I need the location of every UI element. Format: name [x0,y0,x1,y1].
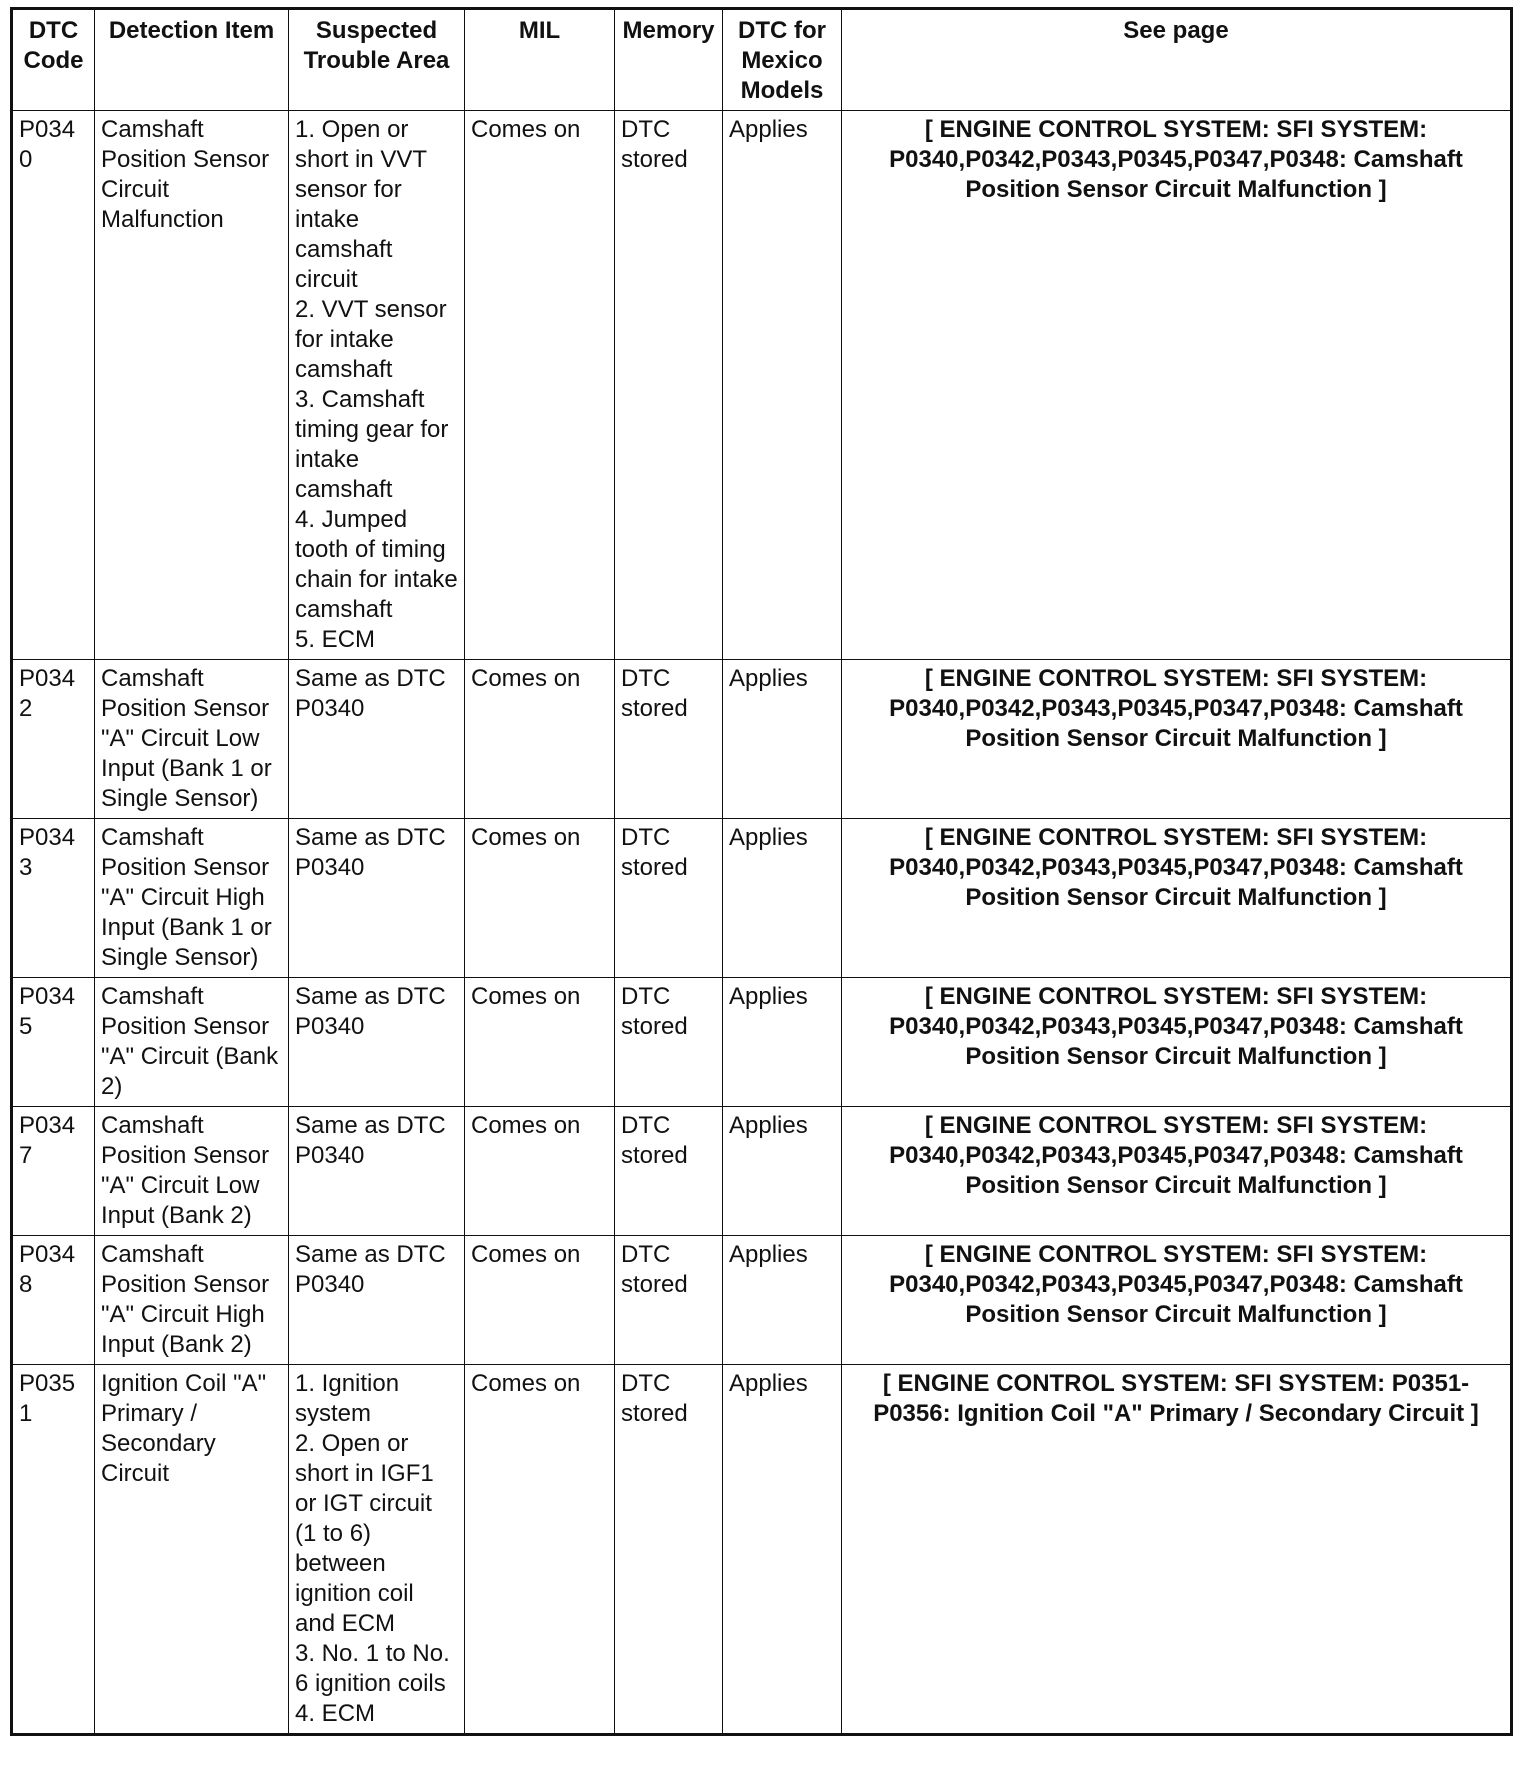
trouble-line: Same as DTC P0340 [295,824,446,881]
dtc-code-cell: P0347 [12,1107,95,1236]
detection-item-cell: Camshaft Position Sensor "A" Circuit (Bank 2) [95,978,289,1107]
memory-cell: DTC stored [615,819,723,978]
suspected-trouble-area-cell [289,1107,465,1236]
mexico-cell: Applies [723,819,842,978]
trouble-line: 3. No. 1 to No. 6 ignition coils [295,1640,450,1697]
trouble-line: Same as DTC P0340 [295,1241,446,1298]
detection-item-cell: Camshaft Position Sensor "A" Circuit Low Input (Bank 2) [95,1107,289,1236]
memory-cell: DTC stored [615,111,723,660]
header-memory: Memory [615,9,723,111]
mil-cell: Comes on [465,978,615,1107]
see-page-link[interactable]: [ ENGINE CONTROL SYSTEM: SFI SYSTEM: P0340,P0342,P0343,P0345,P0347,P0348: Camshaft Position Sensor Circuit Malfunction ] [842,978,1512,1107]
detection-item-cell: Ignition Coil "A" Primary / Secondary Circuit [95,1365,289,1735]
memory-cell: DTC stored [615,978,723,1107]
trouble-line: Same as DTC P0340 [295,1112,446,1169]
mexico-cell: Applies [723,660,842,819]
suspected-trouble-area-cell [289,1236,465,1365]
header-dtc-code: DTC Code [12,9,95,111]
header-dtc-mexico: DTC for Mexico Models [723,9,842,111]
trouble-line: 4. Jumped tooth of timing chain for intake camshaft [295,506,458,623]
mil-cell: Comes on [465,1107,615,1236]
memory-cell: DTC stored [615,1365,723,1735]
dtc-code-cell: P0340 [12,111,95,660]
trouble-line: 2. Open or short in IGF1 or IGT circuit (1 to 6) between ignition coil and ECM [295,1430,434,1637]
trouble-line: Same as DTC P0340 [295,983,446,1040]
memory-cell: DTC stored [615,1236,723,1365]
suspected-trouble-area-cell [289,819,465,978]
see-page-link[interactable]: [ ENGINE CONTROL SYSTEM: SFI SYSTEM: P0340,P0342,P0343,P0345,P0347,P0348: Camshaft Position Sensor Circuit Malfunction ] [842,660,1512,819]
suspected-trouble-area-cell [289,660,465,819]
table-row [12,1365,1512,1735]
memory-cell: DTC stored [615,660,723,819]
table-row [12,660,1512,819]
header-see-page: See page [842,9,1512,111]
dtc-table [10,7,1513,1736]
memory-cell: DTC stored [615,1107,723,1236]
table-row [12,111,1512,660]
mil-cell: Comes on [465,819,615,978]
see-page-link[interactable]: [ ENGINE CONTROL SYSTEM: SFI SYSTEM: P0340,P0342,P0343,P0345,P0347,P0348: Camshaft Position Sensor Circuit Malfunction ] [842,1236,1512,1365]
mexico-cell: Applies [723,1107,842,1236]
trouble-line: 1. Ignition system [295,1370,400,1427]
dtc-code-cell: P0343 [12,819,95,978]
trouble-line: 4. ECM [295,1700,376,1727]
mil-cell: Comes on [465,1236,615,1365]
detection-item-cell: Camshaft Position Sensor "A" Circuit High Input (Bank 2) [95,1236,289,1365]
mil-cell: Comes on [465,660,615,819]
dtc-table-container [10,7,1513,1736]
trouble-line: 3. Camshaft timing gear for intake camshaft [295,386,449,503]
mil-cell: Comes on [465,1365,615,1735]
see-page-link[interactable]: [ ENGINE CONTROL SYSTEM: SFI SYSTEM: P0340,P0342,P0343,P0345,P0347,P0348: Camshaft Position Sensor Circuit Malfunction ] [842,819,1512,978]
mexico-cell: Applies [723,978,842,1107]
table-row [12,978,1512,1107]
see-page-link[interactable]: [ ENGINE CONTROL SYSTEM: SFI SYSTEM: P0340,P0342,P0343,P0345,P0347,P0348: Camshaft Position Sensor Circuit Malfunction ] [842,111,1512,660]
trouble-line: 2. VVT sensor for intake camshaft [295,296,447,383]
dtc-code-cell: P0342 [12,660,95,819]
trouble-line: 1. Open or short in VVT sensor for intake camshaft circuit [295,116,427,293]
mexico-cell: Applies [723,1365,842,1735]
header-suspected-trouble-area: Suspected Trouble Area [289,9,465,111]
suspected-trouble-area-cell [289,1365,465,1735]
mexico-cell: Applies [723,111,842,660]
suspected-trouble-area-cell [289,978,465,1107]
dtc-code-cell: P0345 [12,978,95,1107]
header-detection-item: Detection Item [95,9,289,111]
see-page-link[interactable]: [ ENGINE CONTROL SYSTEM: SFI SYSTEM: P0351-P0356: Ignition Coil "A" Primary / Secondary Circuit ] [842,1365,1512,1735]
trouble-line: Same as DTC P0340 [295,665,446,722]
trouble-line: 5. ECM [295,626,376,653]
mil-cell: Comes on [465,111,615,660]
table-row [12,1107,1512,1236]
suspected-trouble-area-cell [289,111,465,660]
header-row [12,9,1512,111]
detection-item-cell: Camshaft Position Sensor "A" Circuit High Input (Bank 1 or Single Sensor) [95,819,289,978]
table-row [12,819,1512,978]
mexico-cell: Applies [723,1236,842,1365]
dtc-code-cell: P0348 [12,1236,95,1365]
detection-item-cell: Camshaft Position Sensor Circuit Malfunction [95,111,289,660]
see-page-link[interactable]: [ ENGINE CONTROL SYSTEM: SFI SYSTEM: P0340,P0342,P0343,P0345,P0347,P0348: Camshaft Position Sensor Circuit Malfunction ] [842,1107,1512,1236]
detection-item-cell: Camshaft Position Sensor "A" Circuit Low Input (Bank 1 or Single Sensor) [95,660,289,819]
table-row [12,1236,1512,1365]
header-mil: MIL [465,9,615,111]
dtc-code-cell: P0351 [12,1365,95,1735]
